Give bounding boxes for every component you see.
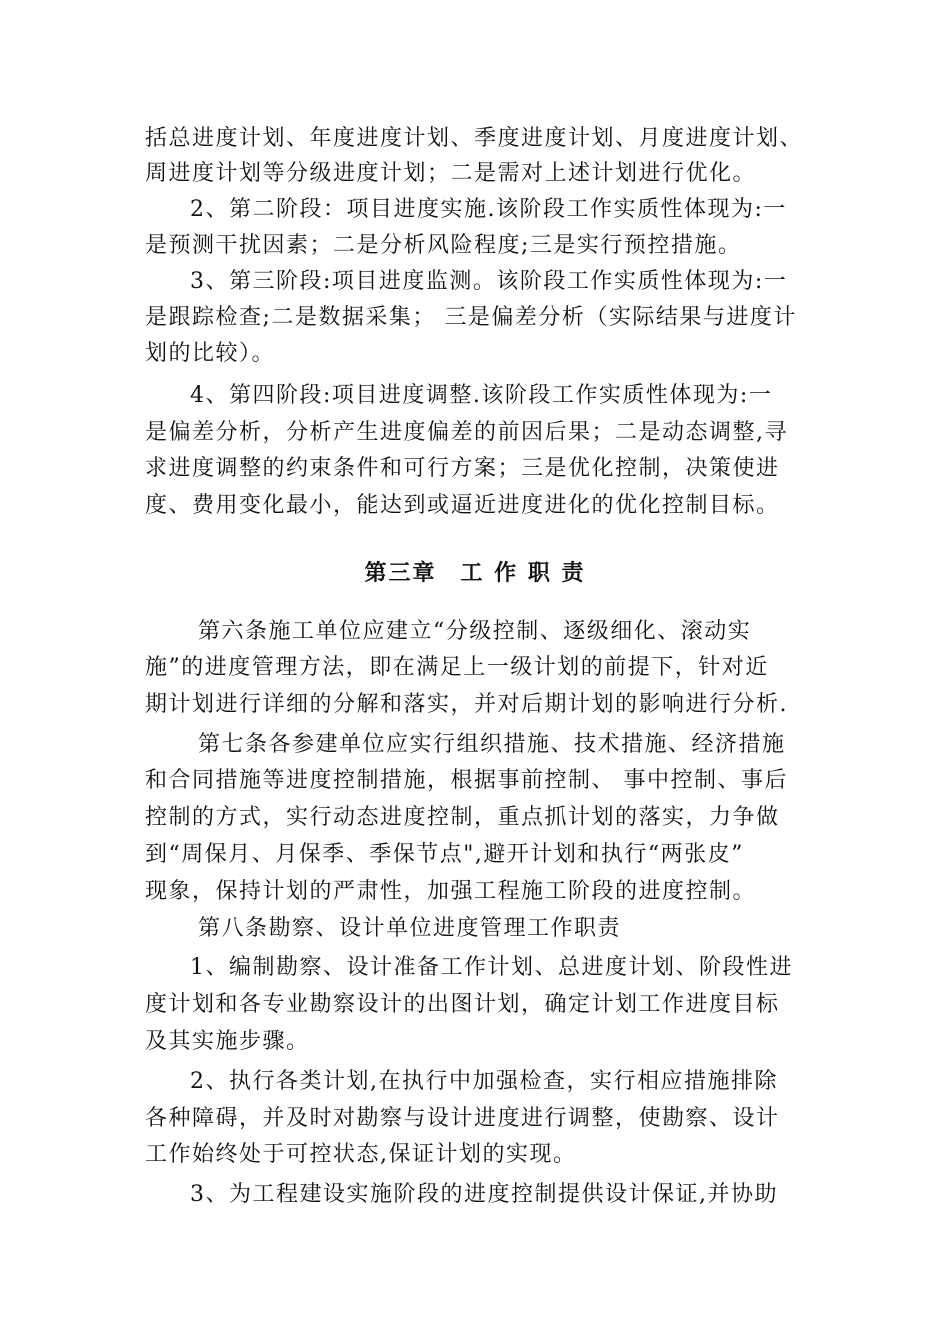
text-line: 第八条勘察、设计单位进度管理工作职责 [198,916,622,941]
text-line: 和合同措施等进度控制措施，根据事前控制、 事中控制、事后 [145,768,788,793]
text-line: 各种障碍，并及时对勘察与设计进度进行调整，使勘察、设计 [145,1106,780,1131]
text-line: 是预测干扰因素；二是分析风险程度;三是实行预控措施。 [145,233,742,258]
text-line: 期计划进行详细的分解和落实，并对后期计划的影响进行分析. [145,692,788,717]
text-line: 1、编制勘察、设计准备工作计划、总进度计划、阶段性进 [190,955,793,980]
text-line: 到“周保月、月保季、季保节点",避开计划和执行“两张皮” [145,842,744,867]
text-line: 3、第三阶段:项目进度监测。该阶段工作实质性体现为:一 [190,269,788,294]
text-line: 3、为工程建设实施阶段的进度控制提供设计保证,并协助 [190,1182,778,1207]
text-line: 现象，保持计划的严肃性，加强工程施工阶段的进度控制。 [145,879,757,904]
text-line: 度计划和各专业勘察设计的出图计划，确定计划工作进度目标 [145,992,780,1017]
text-line: 周进度计划等分级进度计划；二是需对上述计划进行优化。 [145,161,757,186]
text-line: 是偏差分析，分析产生进度偏差的前因后果；二是动态调整,寻 [145,420,788,445]
text-line: 第七条各参建单位应实行组织措施、技术措施、经济措施 [198,732,786,757]
text-line: 控制的方式，实行动态进度控制，重点抓计划的落实，力争做 [145,805,780,830]
text-line: 求进度调整的约束条件和可行方案；三是优化控制，决策使进 [145,456,780,481]
text-line: 4、第四阶段:项目进度调整.该阶段工作实质性体现为:一 [190,383,773,408]
text-line: 及其实施步骤。 [145,1029,310,1054]
text-line: 施”的进度管理方法，即在满足上一级计划的前提下，针对近 [145,655,769,680]
text-line: 括总进度计划、年度进度计划、季度进度计划、月度进度计划、 [145,126,804,151]
text-line: 工作始终处于可控状态,保证计划的实现。 [145,1142,577,1167]
text-line: 2、第二阶段：项目进度实施.该阶段工作实质性体现为:一 [190,197,787,222]
text-line: 是跟踪检查;二是数据采集； 三是偏差分析（实际结果与进度计 [145,305,797,330]
text-line: 度、费用变化最小，能达到或逼近进度进化的优化控制目标。 [145,493,780,518]
text-line: 划的比较）。 [145,341,276,366]
text-line: 第六条施工单位应建立“分级控制、逐级细化、滚动实 [198,619,752,644]
chapter-title: 第三章 工 作 职 责 [364,560,586,586]
text-line: 2、执行各类计划,在执行中加强检查，实行相应措施排除 [190,1069,778,1094]
